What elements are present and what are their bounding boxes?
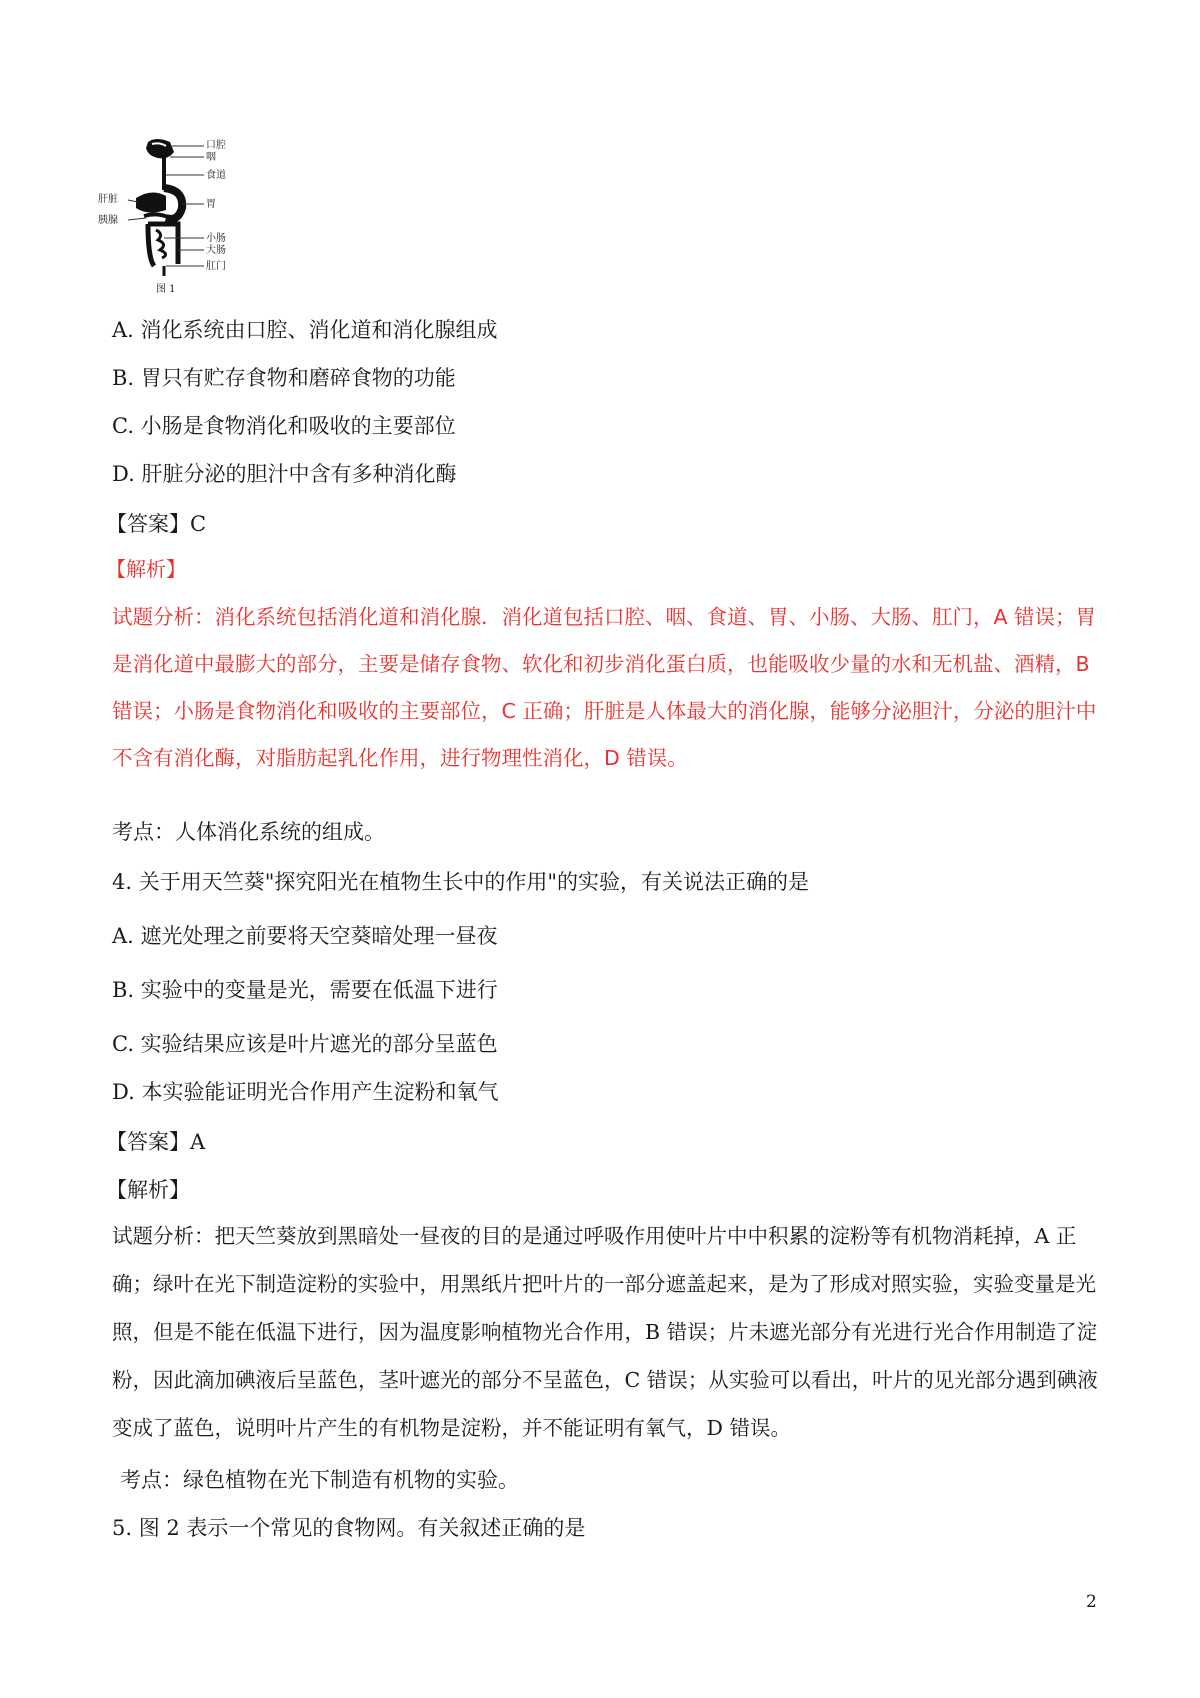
label-mouth: 口腔 xyxy=(206,140,226,151)
q4-option-a: A. 遮光处理之前要将天空葵暗处理一昼夜 xyxy=(112,924,498,948)
label-pancreas: 胰腺 xyxy=(98,215,118,226)
q4-option-d: D. 本实验能证明光合作用产生淀粉和氧气 xyxy=(112,1080,499,1104)
q4-point: 考点：绿色植物在光下制造有机物的实验。 xyxy=(120,1468,519,1492)
label-small-intestine: 小肠 xyxy=(206,233,226,244)
q5-stem: 5. 图 2 表示一个常见的食物网。有关叙述正确的是 xyxy=(112,1516,586,1540)
q3-answer: 【答案】C xyxy=(106,512,207,536)
label-pharynx: 咽 xyxy=(206,152,216,163)
q3-option-b: B. 胃只有贮存食物和磨碎食物的功能 xyxy=(112,366,456,390)
q3-option-c: C. 小肠是食物消化和吸收的主要部位 xyxy=(112,414,456,438)
q4-option-c: C. 实验结果应该是叶片遮光的部分呈蓝色 xyxy=(112,1032,498,1056)
digestive-system-diagram xyxy=(108,138,278,296)
label-stomach: 胃 xyxy=(206,199,216,210)
q3-analysis-title: 【解析】 xyxy=(106,557,186,581)
q3-point: 考点：人体消化系统的组成。 xyxy=(112,820,385,844)
q3-option-a: A. 消化系统由口腔、消化道和消化腺组成 xyxy=(112,318,498,342)
q3-option-d: D. 肝脏分泌的胆汁中含有多种消化酶 xyxy=(112,462,457,486)
q4-option-b: B. 实验中的变量是光，需要在低温下进行 xyxy=(112,978,498,1002)
label-esophagus: 食道 xyxy=(206,170,226,181)
page-number: 2 xyxy=(1086,1592,1097,1612)
q4-answer: 【答案】A xyxy=(106,1130,206,1154)
label-liver: 肝脏 xyxy=(98,194,118,205)
q4-analysis-text: 试题分析：把天竺葵放到黑暗处一昼夜的目的是通过呼吸作用使叶片中中积累的淀粉等有机物消耗掉，A 正确；绿叶在光下制造淀粉的实验中，用黑纸片把叶片的一部分遮盖起来，是为了形成对照实验，实验变量是光照，但是不能在低温下进行，因为温度影响植物光合作用，B 错误；片未遮光部分有光进行光合作用制造了淀粉，因此滴加碘液后呈蓝色，茎叶遮光的部分不呈蓝色，C 错误；从实验可以看出，叶片的见光部分遇到碘液变成了蓝色，说明叶片产生的有机物是淀粉，并不能证明有氧气，D 错误。 xyxy=(112,1224,1098,1440)
q4-analysis-title: 【解析】 xyxy=(106,1178,190,1202)
digestive-system-figure xyxy=(98,138,278,296)
figure-caption: 图 1 xyxy=(156,284,176,295)
label-anus: 肛门 xyxy=(206,261,226,272)
q4-stem: 4. 关于用天竺葵"探究阳光在植物生长中的作用"的实验，有关说法正确的是 xyxy=(112,870,810,894)
label-large-intestine: 大肠 xyxy=(206,245,226,256)
q3-analysis-text: 试题分析：消化系统包括消化道和消化腺．消化道包括口腔、咽、食道、胃、小肠、大肠、肛门，A 错误；胃是消化道中最膨大的部分，主要是储存食物、软化和初步消化蛋白质，也能吸收少量的水和无机盐、酒精，B 错误；小肠是食物消化和吸收的主要部位，C 正确；肝脏是人体最大的消化腺，能够分泌胆汁，分泌的胆汁中不含有消化酶，对脂肪起乳化作用，进行物理性消化，D 错误。 xyxy=(112,605,1097,770)
